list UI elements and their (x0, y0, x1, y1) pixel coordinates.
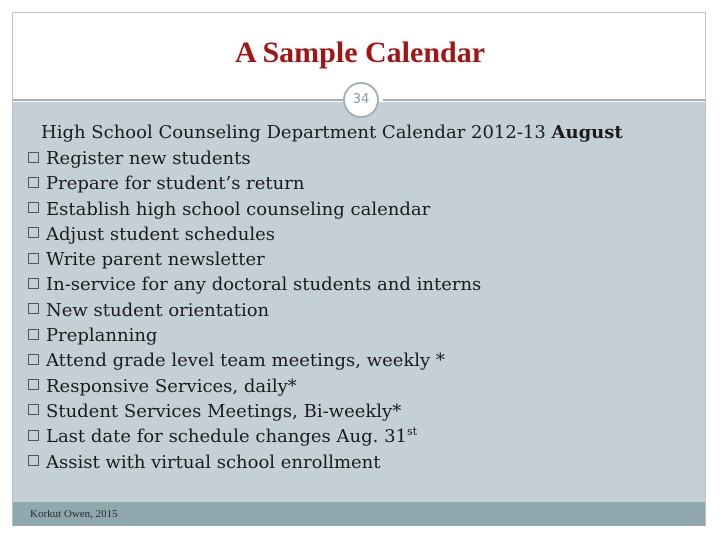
list-item-text: Student Services Meetings, Bi-weekly* (46, 400, 402, 422)
list-item (28, 197, 481, 222)
slide-title: A Sample Calendar (234, 36, 486, 69)
list-item-text: Register new students (46, 148, 251, 169)
list-item-text: Establish high school counseling calendar (46, 198, 431, 220)
square-bullet-icon (28, 430, 39, 441)
list-item-text: Preplanning (46, 325, 158, 347)
square-bullet-icon (28, 227, 39, 238)
list-item (28, 272, 481, 297)
divider-right (383, 99, 705, 101)
list-item-text: Write parent newsletter (46, 249, 265, 271)
square-bullet-icon (28, 177, 39, 188)
list-item (28, 399, 481, 424)
list-item-text: New student orientation (46, 299, 270, 321)
divider-left (13, 99, 343, 101)
page-number-badge (343, 82, 379, 118)
list-item (28, 348, 481, 373)
square-bullet-icon (28, 278, 39, 289)
square-bullet-icon (28, 404, 39, 415)
list-item (28, 146, 481, 171)
list-item (28, 374, 481, 399)
square-bullet-icon (28, 329, 39, 340)
list-item-text: Assist with virtual school enrollment (46, 451, 381, 473)
page-number: 34 (352, 92, 370, 107)
calendar-heading-text: High School Counseling Department Calendar 2012-13 (41, 122, 552, 143)
list-item-text: Prepare for student’s return (46, 173, 305, 195)
list-item-text: Responsive Services, daily* (46, 375, 297, 397)
calendar-heading (41, 122, 623, 143)
list-item (28, 222, 481, 247)
square-bullet-icon (28, 253, 39, 264)
list-item (28, 323, 481, 348)
list-item (28, 247, 481, 272)
list-item (28, 171, 481, 196)
footer-credit: Korkut Owen, 2015 (30, 508, 118, 520)
list-item (28, 424, 481, 449)
list-item (28, 298, 481, 323)
square-bullet-icon (28, 202, 39, 213)
task-list (28, 146, 481, 475)
square-bullet-icon (28, 303, 39, 314)
list-item-text: Attend grade level team meetings, weekly * (46, 350, 445, 372)
square-bullet-icon (28, 152, 39, 163)
square-bullet-icon (28, 354, 39, 365)
list-item-text: In-service for any doctoral students and interns (46, 274, 482, 296)
list-item-text: Adjust student schedules (46, 223, 275, 245)
list-item-superscript: st (406, 425, 418, 439)
list-item (28, 450, 481, 475)
square-bullet-icon (28, 379, 39, 390)
square-bullet-icon (28, 455, 39, 466)
list-item-text: Last date for schedule changes Aug. 31 (46, 426, 407, 448)
calendar-heading-month: August (551, 122, 623, 143)
